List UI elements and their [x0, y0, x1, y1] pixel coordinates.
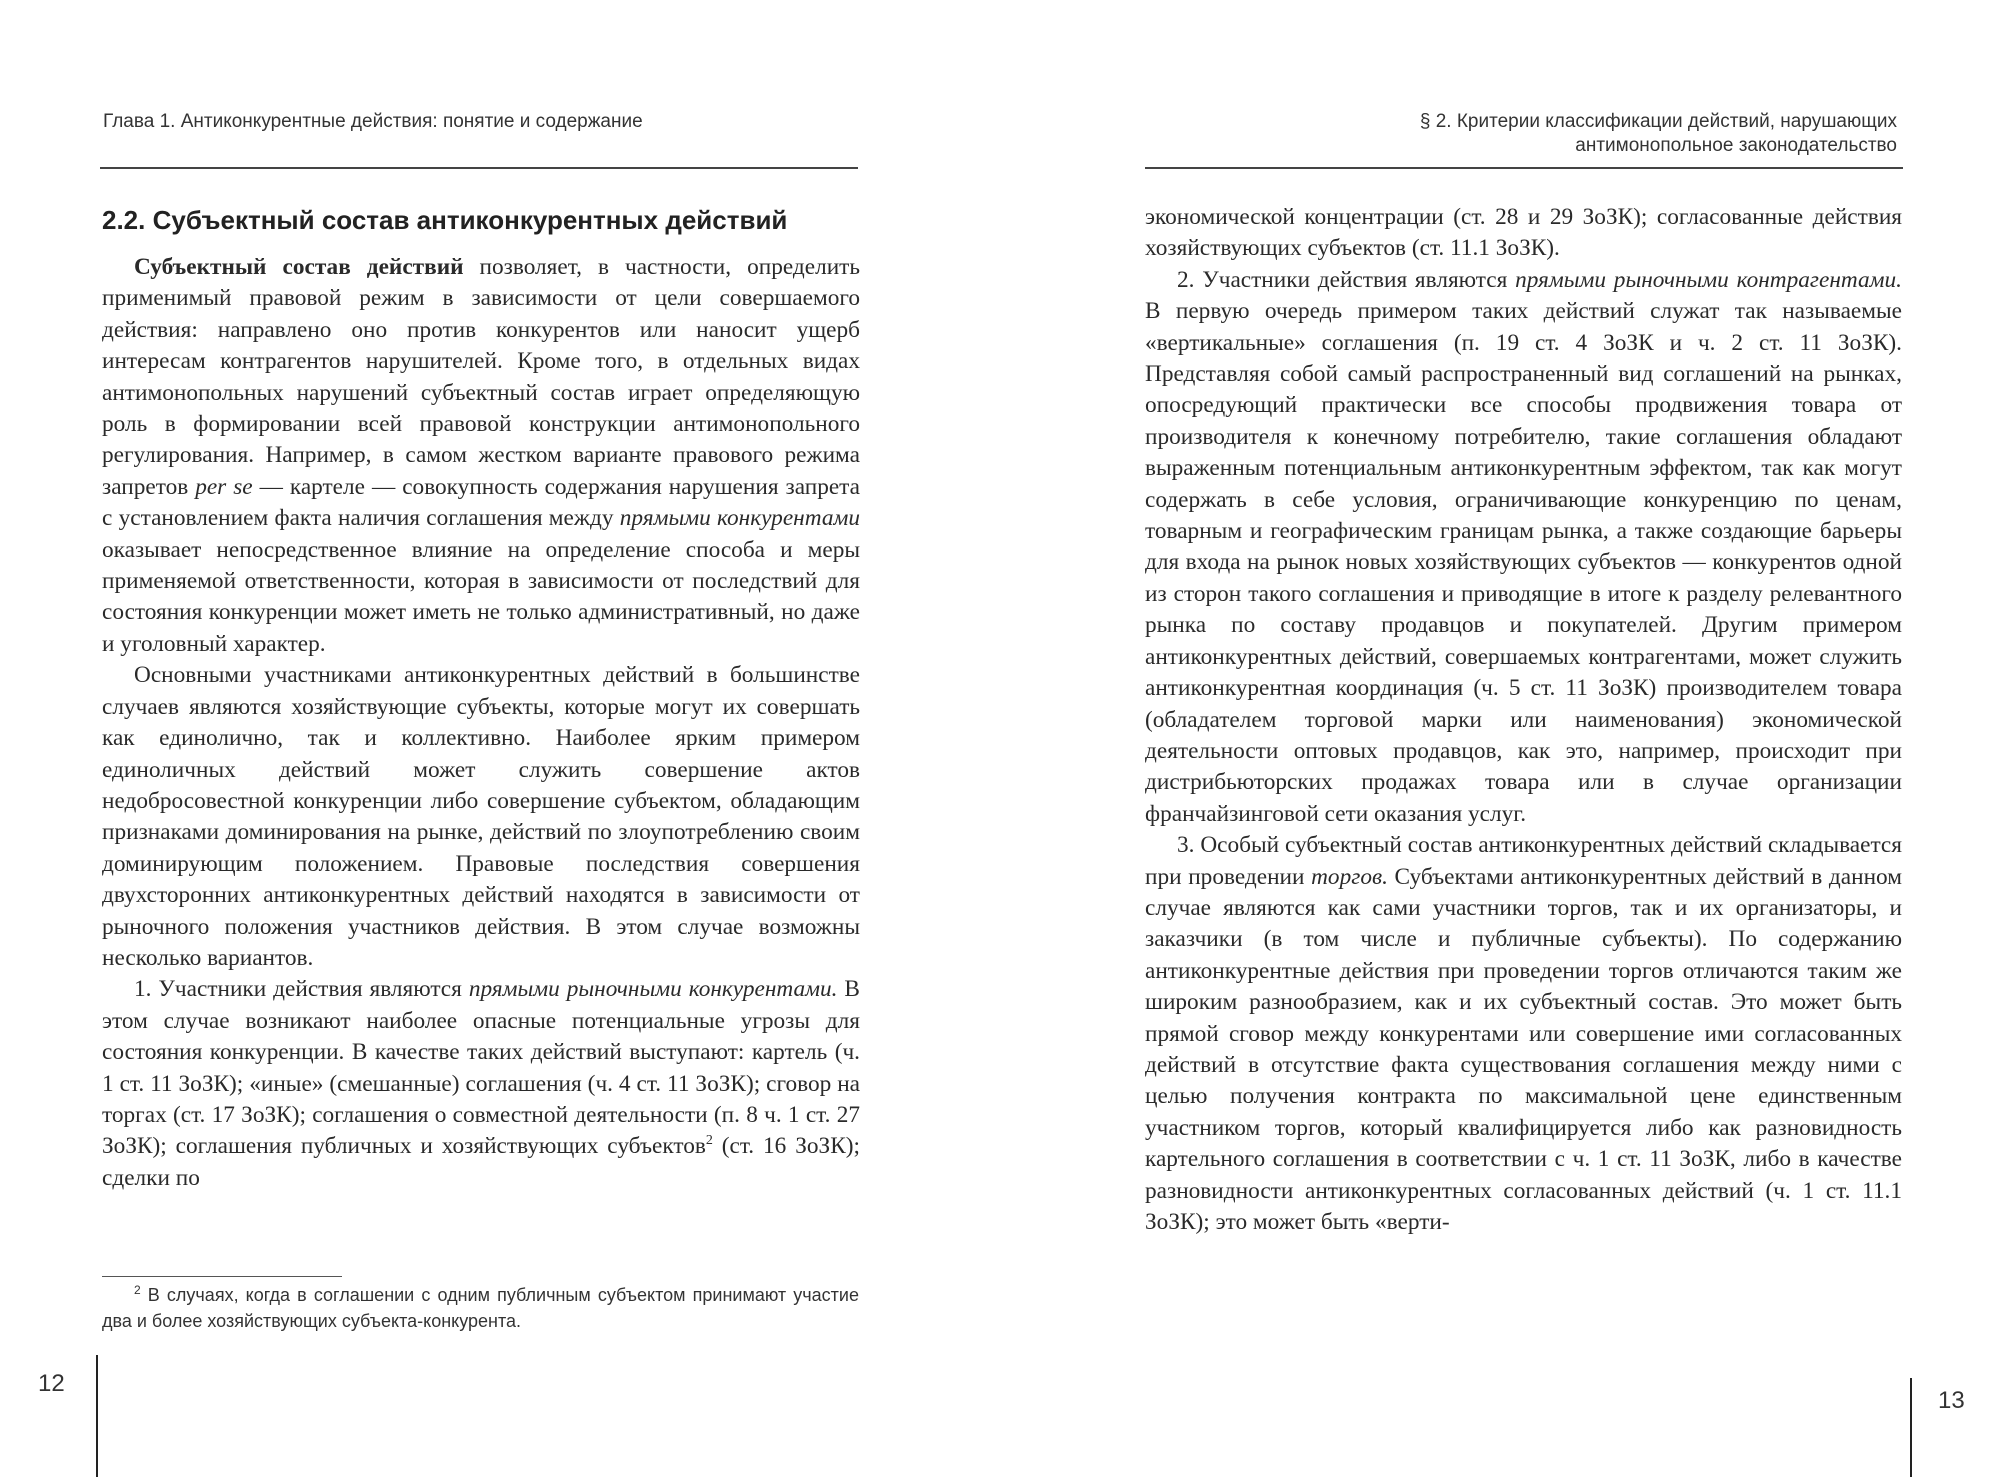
left-header-rule — [100, 167, 858, 169]
right-header-rule — [1145, 167, 1903, 169]
right-page-number: 13 — [1938, 1387, 1965, 1414]
italic-term: per se — [195, 473, 253, 500]
right-running-header — [1420, 110, 1897, 158]
right-paragraph-3: 3. Особый субъектный состав антиконкурентных действий складывается при проведении торгов. Субъектами антиконкурентных действий в данном случае являются как сами участники торгов, так и их организаторы, и заказчики (в том числе и публичные субъекты). По содержанию антиконкурентные действия при проведении торгов отличаются таким же широким разнообразием, как и их субъектный состав. Это может быть прямой сговор между конкурентами или совершение ими согласованных действий в отсутствие факта существования соглашения между ними с целью получения контракта по максимальной цене единственным участником торгов, который квалифицируется либо как разновидность картельного соглашения в соответствии с ч. 1 ст. 11 ЗоЗК, либо в качестве разновидности антиконкурентных согласованных действий (ч. 1 ст. 11.1 ЗоЗК); это может быть «верти- — [1145, 832, 1902, 1235]
left-body-text — [102, 252, 860, 1194]
italic-term: прямыми рыночными конкурентами. — [468, 976, 838, 1003]
right-body-text — [1145, 202, 1902, 1238]
footnote: $^2$ В случаях, когда в соглашении с одним публичным субъектом принимают участие два и более хозяйствующих субъекта-конкурента. — [102, 1283, 859, 1331]
right-paragraph-2: 2. Участники действия являются прямыми рыночными контрагентами. В первую очередь примером таких действий служат так называемые «вертикальные» соглашения (п. 19 ст. 4 ЗоЗК и ч. 2 ст. 11 ЗоЗК). Представляя собой самый распространенный вид соглашений на рынках, опосредующий практически все способы продвижения товара от производителя к конечному потребителю, такие соглашения обладают выраженным потенциальным антиконкурентным эффектом, так как могут содержать в себе условия, ограничивающие конкуренцию по ценам, товарным и географическим границам рынка, а также создающие барьеры для входа на рынок новых хозяйствующих субъектов — конкурентов одной из сторон такого соглашения и приводящие в итоге к разделу релевантного рынка по составу продавцов и покупателей. Другим примером антиконкурентных действий, совершаемых контрагентами, может служить антиконкурентная координация (ч. 5 ст. 11 ЗоЗК) производителем товара (обладателем торговой марки или наименования) экономической деятельности оптовых продавцов, как это, например, происходит при дистрибьюторских продажах товара или в случае организации франчайзинговой сети оказания услуг. — [1145, 266, 1902, 827]
left-paragraph-2: Основными участниками антиконкурентных действий в большинстве случаев являются хозяйствующие субъекты, которые могут их совершать как единолично, так и коллективно. Наиболее ярким примером единоличных действий может служить совершение актов недобросовестной конкуренции либо совершение субъектом, обладающим признаками доминирования на рынке, действий по злоупотреблению своим доминирующим положением. Правовые последствия совершения двухсторонних антиконкурентных действий находятся в зависимости от рыночного положения участников действия. В этом случае возможны несколько вариантов. — [102, 662, 860, 971]
footnote-marker: 2 — [134, 1283, 141, 1297]
right-paragraph-1: экономической концентрации (ст. 28 и 29 ЗоЗК); согласованные действия хозяйствующих субъектов (ст. 11.1 ЗоЗК). — [1145, 204, 1902, 262]
left-page-number: 12 — [38, 1370, 65, 1397]
right-margin-line — [1910, 1378, 1912, 1477]
section-heading: 2.2. Субъектный состав антиконкурентных действий — [102, 205, 788, 235]
italic-term: торгов. — [1311, 863, 1388, 890]
italic-term: прямыми конкурентами — [619, 505, 860, 532]
italic-term: прямыми рыночными контрагентами. — [1515, 266, 1902, 293]
footnote-reference[interactable]: 2 — [705, 1133, 713, 1149]
bold-term: Субъектный состав действий — [134, 254, 464, 280]
left-paragraph-1: Субъектный состав действий позволяет, в частности, определить применимый правовой режим в зависимости от цели совершаемого действия: направлено оно против конкурентов или наносит ущерб интересам контрагентов нарушителей. Кроме того, в отдельных видах антимонопольных нарушений субъектный состав играет определяющую роль в формировании всей правовой конструкции антимонопольного регулирования. Например, в самом жестком варианте правового режима запретов per se — картеле — совокупность содержания нарушения запрета с установлением факта наличия соглашения между прямыми конкурентами оказывает непосредственное влияние на определение способа и меры применяемой ответственности, которая в зависимости от последствий для состояния конкуренции может иметь не только административный, но даже и уголовный характер. — [102, 254, 860, 657]
footnote-rule — [102, 1276, 342, 1277]
right-page — [1000, 0, 2000, 1477]
left-margin-line — [96, 1355, 98, 1477]
left-paragraph-3: 1. Участники действия являются прямыми рыночными конкурентами. В этом случае возникают наиболее опасные потенциальные угрозы для состояния конкуренции. В качестве таких действий выступают: картель (ч. 1 ст. 11 ЗоЗК); «иные» (смешанные) соглашения (ч. 4 ст. 11 ЗоЗК); сговор на торгах (ст. 17 ЗоЗК); соглашения о совместной деятельности (п. 8 ч. 1 ст. 27 ЗоЗК); соглашения публичных и хозяйствующих субъектов$^2$ (ст. 16 ЗоЗК); сделки по — [102, 976, 860, 1191]
right-header-line-1: § 2. Критерии классификации действий, нарушающих — [1419, 111, 1897, 132]
right-header-line-2: антимонопольное законодательство — [1575, 135, 1897, 156]
left-running-header: Глава 1. Антиконкурентные действия: понятие и содержание — [103, 111, 643, 132]
